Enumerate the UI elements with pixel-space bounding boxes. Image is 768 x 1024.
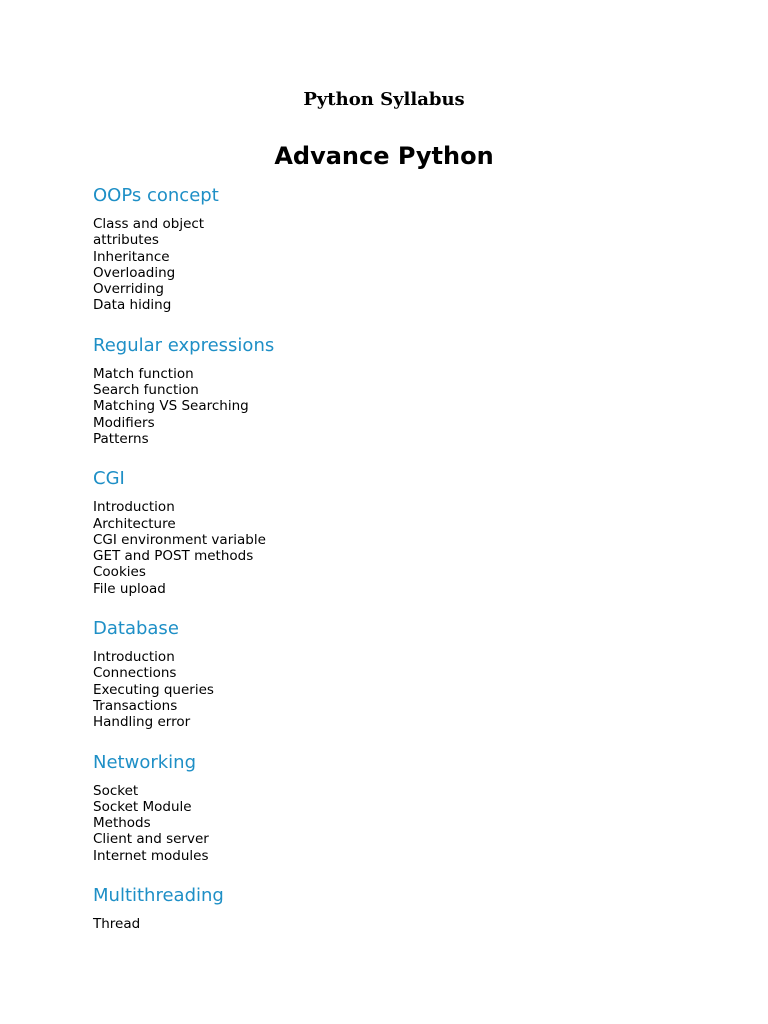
syllabus-section [93,614,693,730]
topic-item: Internet modules [93,847,209,864]
topic-item: Class and object [93,216,205,232]
topic-item: Socket [93,782,139,799]
topic-list [93,499,693,597]
topic-item: Overriding [93,281,164,298]
section-title: Multithreading [93,885,224,907]
syllabus-content [93,181,693,932]
topic-item: Client and server [93,831,209,848]
document-title: Python Syllabus [303,89,465,110]
topic-list [93,366,693,447]
topic-item: Handling error [93,714,191,731]
section-title: Networking [93,751,196,773]
topic-item: Socket Module [93,798,192,815]
topic-list [93,783,693,864]
topic-item: Matching VS Searching [93,398,249,415]
topic-item: Inheritance [93,248,170,265]
topic-item: Methods [93,815,151,832]
topic-item: Data hiding [93,297,172,314]
topic-item: Introduction [93,499,175,516]
topic-item: Match function [93,365,194,382]
topic-item: Patterns [93,430,149,447]
syllabus-section [93,181,693,314]
document-heading: Advance Python [274,142,494,170]
topic-item: File upload [93,580,166,597]
section-title: OOPs concept [93,185,219,206]
topic-item: Architecture [93,515,176,532]
topic-item: Introduction [93,649,175,666]
syllabus-section [93,881,693,932]
section-title: Database [93,618,179,640]
topic-item: attributes [93,232,159,249]
topic-item: Connections [93,665,177,682]
topic-list [93,649,693,730]
topic-item: Overloading [93,264,176,281]
topic-item: Search function [93,382,199,399]
topic-list [93,916,693,932]
topic-item: Thread [93,916,141,933]
topic-item: Transactions [93,697,178,714]
topic-list [93,216,693,314]
topic-item: GET and POST methods [93,548,254,565]
topic-item: Cookies [93,564,146,581]
syllabus-section [93,331,693,447]
section-title: Regular expressions [93,334,275,356]
syllabus-section [93,464,693,597]
section-title: CGI [93,468,125,490]
topic-item: CGI environment variable [93,531,266,548]
topic-item: Modifiers [93,414,155,431]
topic-item: Executing queries [93,681,214,698]
syllabus-section [93,748,693,864]
